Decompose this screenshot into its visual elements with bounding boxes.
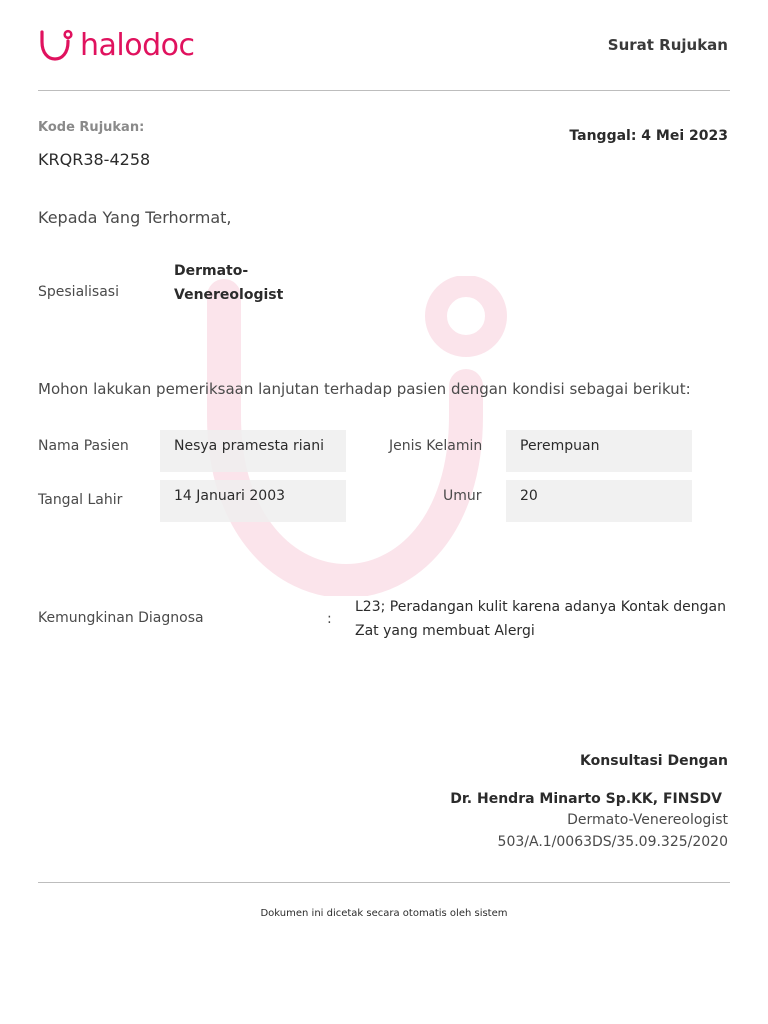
intro-text: Mohon lakukan pemeriksaan lanjutan terhadap pasien dengan kondisi sebagai berikut:: [38, 380, 691, 398]
salutation: Kepada Yang Terhormat,: [38, 208, 232, 227]
diagnosis-label: Kemungkinan Diagnosa: [38, 610, 204, 626]
diagnosis-line1: L23; Peradangan kulit karena adanya Kontak dengan: [355, 599, 726, 615]
brand-name: halodoc: [80, 28, 195, 63]
header-divider: [38, 90, 730, 91]
referral-code-label: Kode Rujukan:: [38, 120, 145, 135]
specialization-value: [174, 259, 283, 307]
stethoscope-icon: [38, 29, 74, 63]
patient-name-value: Nesya pramesta riani: [160, 430, 346, 472]
birthdate-value: 14 Januari 2003: [160, 480, 346, 522]
diagnosis-separator: :: [327, 611, 332, 627]
footer-divider: [38, 882, 730, 883]
referral-date: Tanggal: 4 Mei 2023: [569, 128, 728, 144]
age-label: Umur: [443, 488, 482, 504]
patient-name-label: Nama Pasien: [38, 438, 129, 454]
diagnosis-value: [355, 595, 735, 643]
doctor-name: Dr. Hendra Minarto Sp.KK, FINSDV: [450, 791, 722, 807]
age-value: 20: [506, 480, 692, 522]
diagnosis-line2: Zat yang membuat Alergi: [355, 623, 535, 639]
gender-value: Perempuan: [506, 430, 692, 472]
specialization-label: Spesialisasi: [38, 284, 119, 300]
brand-logo: [38, 26, 194, 66]
birthdate-label: Tangal Lahir: [38, 492, 123, 508]
specialization-value-line1: Dermato-: [174, 263, 249, 279]
specialization-value-line2: Venereologist: [174, 287, 284, 303]
doctor-license: 503/A.1/0063DS/35.09.325/2020: [497, 834, 728, 850]
document-title: Surat Rujukan: [607, 36, 728, 54]
doctor-specialty: Dermato-Venereologist: [567, 812, 728, 828]
referral-code: KRQR38-4258: [38, 150, 151, 169]
consultation-label: Konsultasi Dengan: [580, 753, 728, 769]
gender-label: Jenis Kelamin: [389, 438, 483, 454]
footer-note: Dokumen ini dicetak secara otomatis oleh sistem: [260, 908, 508, 919]
